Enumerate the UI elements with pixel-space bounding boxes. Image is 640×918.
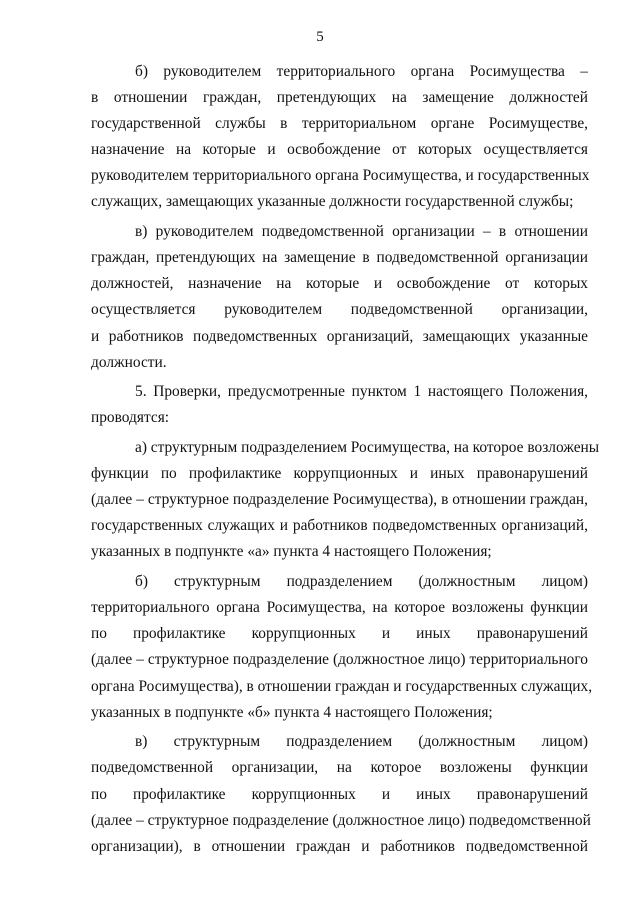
text-line: б) руководителем территориального органа Росимущества – bbox=[135, 63, 588, 80]
text-line: руководителем территориального органа Росимущества, и государственных bbox=[91, 167, 590, 185]
text-line: должности. bbox=[91, 353, 167, 371]
paragraph-territorial-head bbox=[91, 59, 588, 216]
text-line: подведомственной организации, на которое возложены функции bbox=[91, 759, 588, 777]
text-line: функции по профилактике коррупционных и иных правонарушений bbox=[91, 465, 588, 483]
text-line: и работников подведомственных организаций, замещающих указанные bbox=[91, 327, 588, 345]
text-line: а) структурным подразделением Росимущества, на которое возложены bbox=[135, 439, 600, 457]
text-line: по профилактике коррупционных и иных правонарушений bbox=[91, 625, 588, 643]
document-body bbox=[91, 59, 600, 863]
text-line: указанных в подпункте «б» пункта 4 настоящего Положения; bbox=[91, 703, 493, 721]
text-line: (далее – структурное подразделение Росимущества), в отношении граждан, bbox=[91, 491, 588, 509]
paragraph-checks bbox=[91, 379, 588, 431]
text-line: органа Росимущества), в отношении граждан и государственных служащих, bbox=[91, 677, 593, 695]
text-line: в) структурным подразделением (должностным лицом) bbox=[135, 733, 588, 751]
text-line: назначение на которые и освобождение от которых осуществляется bbox=[91, 141, 588, 159]
text-line: должностей, назначение на которые и освобождение от которых bbox=[91, 275, 588, 293]
paragraph-subordinate-head bbox=[91, 219, 588, 376]
text-line: служащих, замещающих указанные должности государственной службы; bbox=[91, 193, 574, 211]
text-line: в) руководителем подведомственной организации – в отношении bbox=[135, 223, 588, 241]
text-line: в отношении граждан, претендующих на замещение должностей bbox=[91, 89, 588, 107]
text-line: (далее – структурное подразделение (должностное лицо) подведомственной bbox=[91, 811, 591, 829]
text-line: территориального органа Росимущества, на которое возложены функции bbox=[91, 599, 588, 617]
text-line: организации), в отношении граждан и работников подведомственной bbox=[91, 837, 588, 855]
page-number: 5 bbox=[316, 29, 324, 45]
paragraph-5b bbox=[91, 569, 593, 726]
text-line: государственной службы в территориальном органе Росимуществе, bbox=[91, 115, 588, 133]
text-line: государственных служащих и работников подведомственных организаций, bbox=[91, 517, 588, 535]
text-line: 5. Проверки, предусмотренные пунктом 1 настоящего Положения, bbox=[135, 383, 588, 401]
text-line: по профилактике коррупционных и иных правонарушений bbox=[91, 785, 588, 803]
text-line: б) структурным подразделением (должностным лицом) bbox=[135, 573, 588, 591]
paragraph-5a bbox=[91, 435, 600, 565]
text-line: указанных в подпункте «а» пункта 4 настоящего Положения; bbox=[91, 543, 492, 561]
text-line: (далее – структурное подразделение (должностное лицо) территориального bbox=[91, 651, 588, 669]
paragraph-5v bbox=[91, 729, 591, 859]
text-line: осуществляется руководителем подведомственной организации, bbox=[91, 301, 588, 319]
text-line: проводятся: bbox=[91, 409, 170, 427]
text-line: граждан, претендующих на замещение в подведомственной организации bbox=[91, 249, 588, 267]
